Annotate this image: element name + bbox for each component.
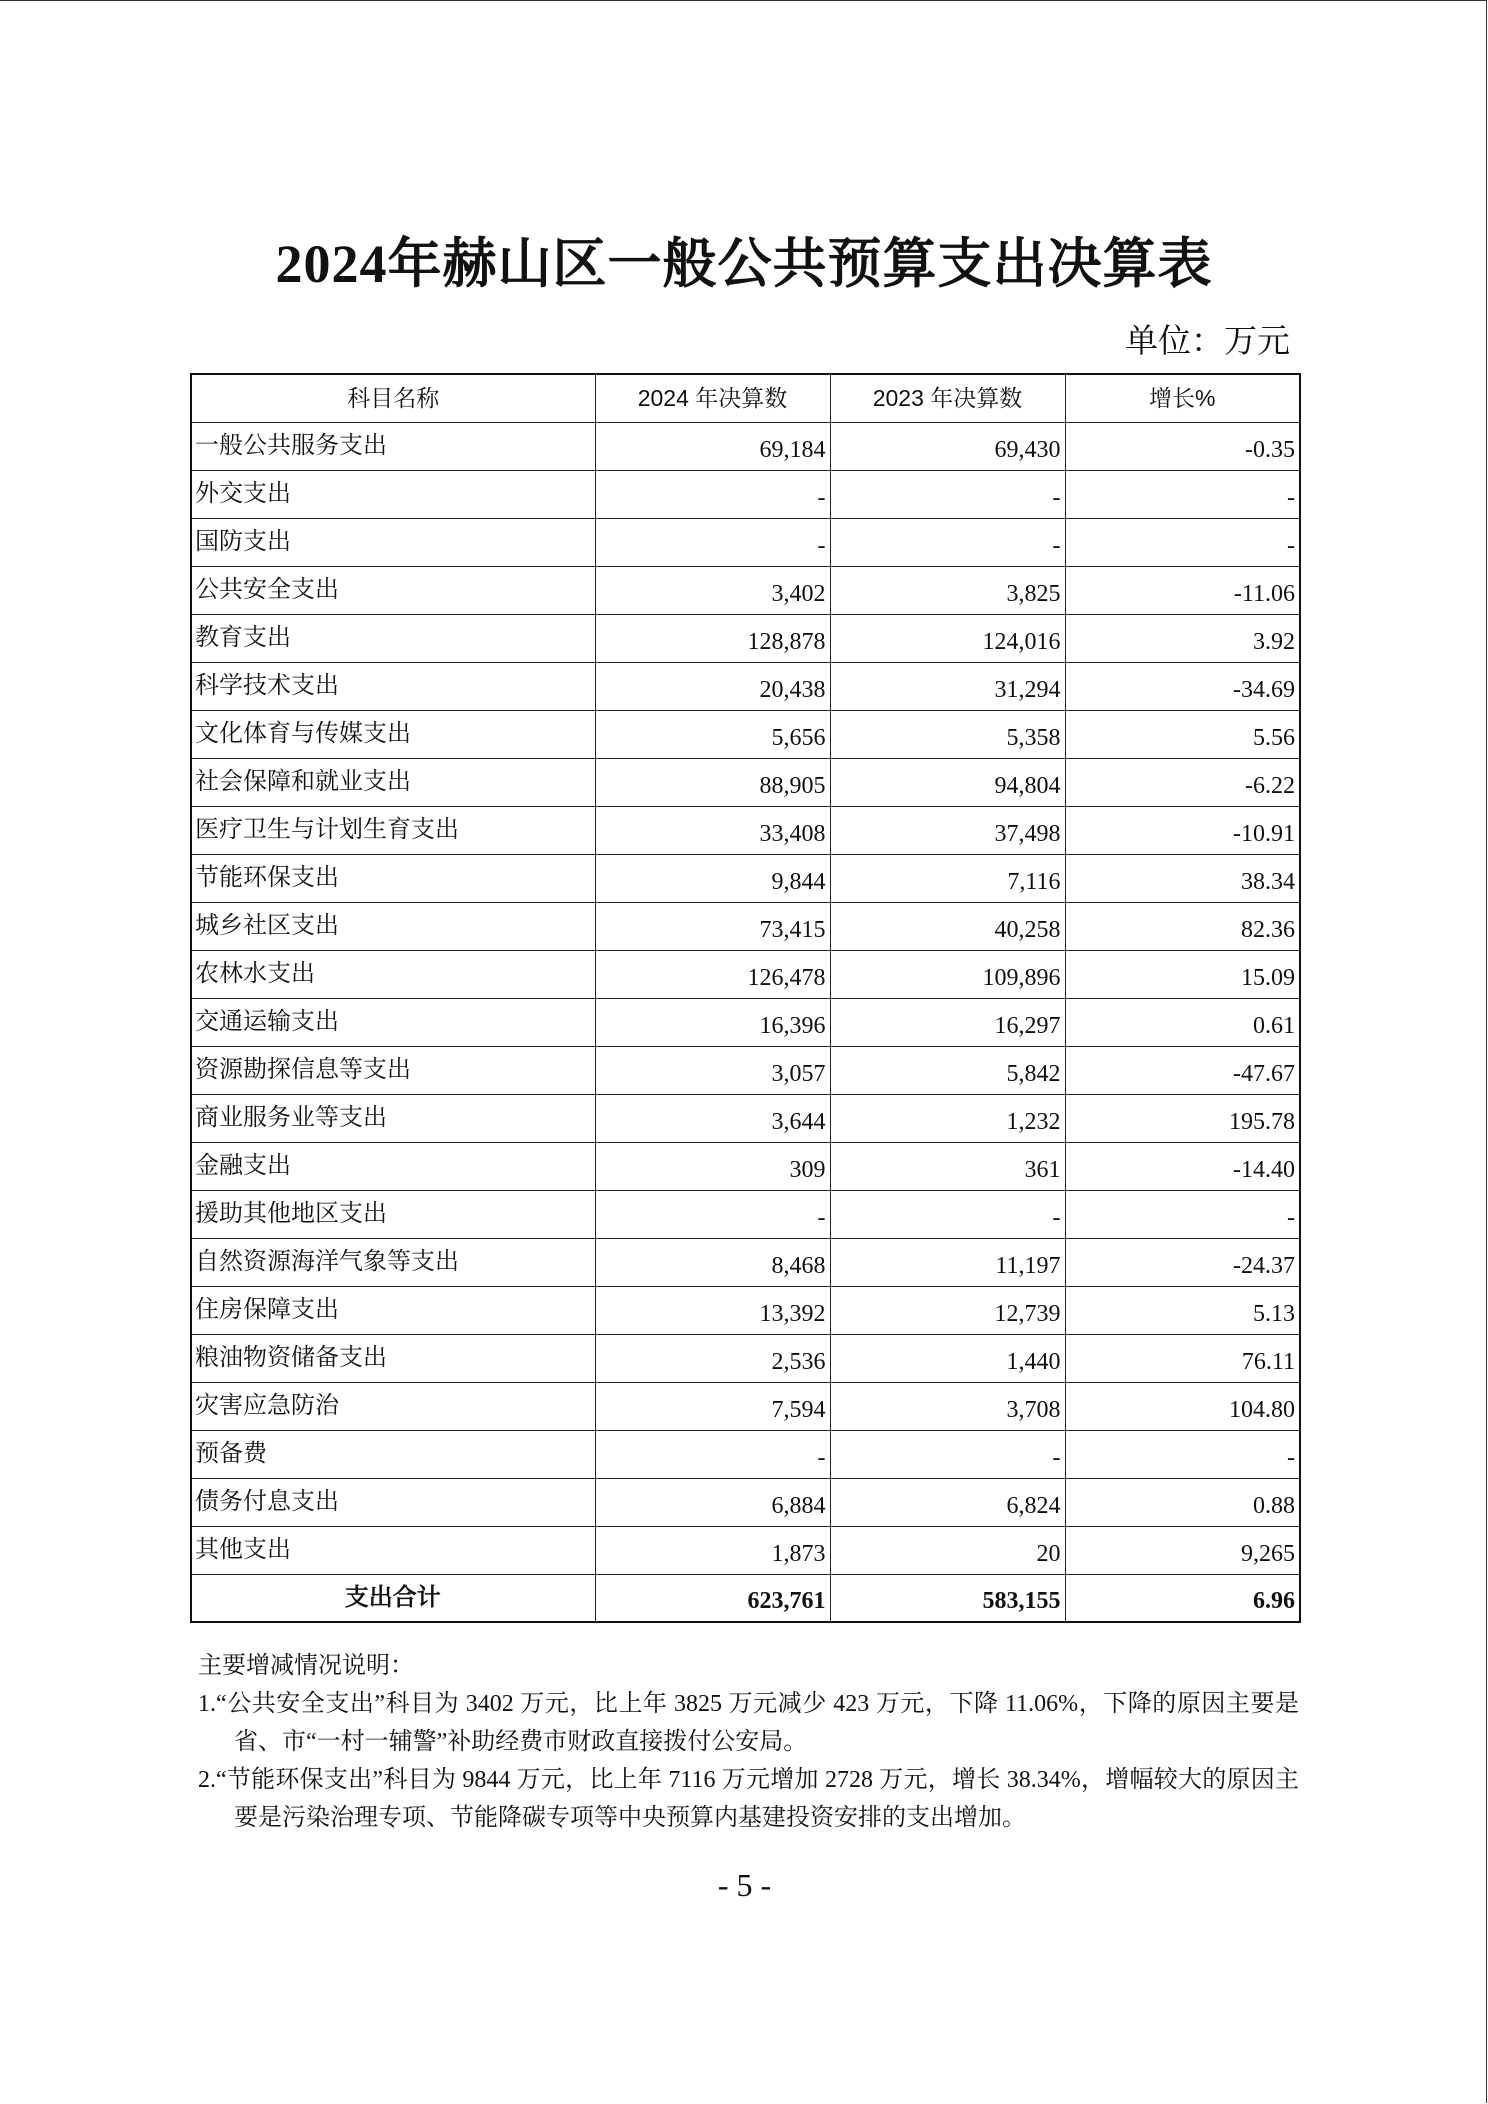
content-flow — [190, 373, 1299, 1905]
value-2023-cell: 94,804 — [830, 758, 1065, 806]
growth-cell: -14.40 — [1065, 1142, 1300, 1190]
table-row — [191, 1334, 1300, 1382]
table-row — [191, 662, 1300, 710]
table-row — [191, 1430, 1300, 1478]
value-2023-cell: 40,258 — [830, 902, 1065, 950]
growth-cell: - — [1065, 1190, 1300, 1238]
value-2024-cell: - — [595, 470, 830, 518]
subject-cell: 城乡社区支出 — [191, 902, 595, 950]
value-2023-cell: 124,016 — [830, 614, 1065, 662]
growth-cell: -0.35 — [1065, 422, 1300, 470]
growth-cell: 5.13 — [1065, 1286, 1300, 1334]
subject-cell: 商业服务业等支出 — [191, 1094, 595, 1142]
growth-cell: 9,265 — [1065, 1526, 1300, 1574]
value-2024-cell: 2,536 — [595, 1334, 830, 1382]
table-row — [191, 998, 1300, 1046]
page-title: 2024年赫山区一般公共预算支出决算表 — [275, 234, 1213, 294]
growth-cell: -11.06 — [1065, 566, 1300, 614]
growth-cell: - — [1065, 1430, 1300, 1478]
value-2023-cell: 12,739 — [830, 1286, 1065, 1334]
table-row — [191, 422, 1300, 470]
subject-cell: 灾害应急防治 — [191, 1382, 595, 1430]
table-row — [191, 1190, 1300, 1238]
value-2024-cell: 16,396 — [595, 998, 830, 1046]
table-header-row — [191, 374, 1300, 422]
subject-cell: 自然资源海洋气象等支出 — [191, 1238, 595, 1286]
value-2023-cell: 7,116 — [830, 854, 1065, 902]
value-2024-cell: 20,438 — [595, 662, 830, 710]
growth-cell: -24.37 — [1065, 1238, 1300, 1286]
value-2023-cell: 109,896 — [830, 950, 1065, 998]
notes-heading: 主要增减情况说明： — [198, 1653, 414, 1679]
table-row — [191, 950, 1300, 998]
total-row — [191, 1574, 1300, 1622]
growth-cell: - — [1065, 470, 1300, 518]
value-2024-cell: - — [595, 1430, 830, 1478]
growth-cell: 0.88 — [1065, 1478, 1300, 1526]
value-2024-cell: - — [595, 1190, 830, 1238]
value-2023-cell: 31,294 — [830, 662, 1065, 710]
subject-cell: 公共安全支出 — [191, 566, 595, 614]
subject-cell: 住房保障支出 — [191, 1286, 595, 1334]
growth-cell: 6.96 — [1065, 1574, 1300, 1622]
subject-cell: 外交支出 — [191, 470, 595, 518]
subject-cell: 教育支出 — [191, 614, 595, 662]
growth-cell: 15.09 — [1065, 950, 1300, 998]
subject-cell: 国防支出 — [191, 518, 595, 566]
value-2023-cell: - — [830, 1190, 1065, 1238]
value-2023-cell: 1,232 — [830, 1094, 1065, 1142]
table-row — [191, 902, 1300, 950]
subject-cell: 粮油物资储备支出 — [191, 1334, 595, 1382]
subject-cell: 节能环保支出 — [191, 854, 595, 902]
subject-cell: 债务付息支出 — [191, 1478, 595, 1526]
growth-cell: 0.61 — [1065, 998, 1300, 1046]
value-2023-cell: 16,297 — [830, 998, 1065, 1046]
growth-cell: 38.34 — [1065, 854, 1300, 902]
table-row — [191, 1286, 1300, 1334]
subject-cell: 援助其他地区支出 — [191, 1190, 595, 1238]
subject-cell: 社会保障和就业支出 — [191, 758, 595, 806]
subject-cell: 资源勘探信息等支出 — [191, 1046, 595, 1094]
note-item: 1.“公共安全支出”科目为 3402 万元，比上年 3825 万元减少 423 万元，下降 11.06%，下降的原因主要是省、市“一村一辅警”补助经费市财政直接拨付公安局。 — [198, 1691, 1299, 1755]
growth-cell: -6.22 — [1065, 758, 1300, 806]
growth-cell: 82.36 — [1065, 902, 1300, 950]
value-2024-cell: 3,402 — [595, 566, 830, 614]
value-2024-cell: 5,656 — [595, 710, 830, 758]
header-subject: 科目名称 — [191, 374, 595, 422]
value-2023-cell: 11,197 — [830, 1238, 1065, 1286]
table-row — [191, 470, 1300, 518]
subject-cell: 金融支出 — [191, 1142, 595, 1190]
value-2024-cell: 126,478 — [595, 950, 830, 998]
growth-cell: 5.56 — [1065, 710, 1300, 758]
table-row — [191, 614, 1300, 662]
table-row — [191, 1526, 1300, 1574]
table-row — [191, 1382, 1300, 1430]
table-row — [191, 1046, 1300, 1094]
value-2023-cell: 6,824 — [830, 1478, 1065, 1526]
growth-cell: -47.67 — [1065, 1046, 1300, 1094]
value-2024-cell: 7,594 — [595, 1382, 830, 1430]
subject-cell: 其他支出 — [191, 1526, 595, 1574]
value-2023-cell: 37,498 — [830, 806, 1065, 854]
value-2024-cell: 6,884 — [595, 1478, 830, 1526]
table-row — [191, 758, 1300, 806]
table-row — [191, 1238, 1300, 1286]
value-2023-cell: 69,430 — [830, 422, 1065, 470]
growth-cell: 104.80 — [1065, 1382, 1300, 1430]
growth-cell: 3.92 — [1065, 614, 1300, 662]
value-2024-cell: 1,873 — [595, 1526, 830, 1574]
value-2024-cell: 8,468 — [595, 1238, 830, 1286]
header-2024: 2024 年决算数 — [595, 374, 830, 422]
table-row — [191, 566, 1300, 614]
header-2023: 2023 年决算数 — [830, 374, 1065, 422]
table-row — [191, 518, 1300, 566]
unit-label: 单位：万元 — [1125, 324, 1290, 360]
subject-cell: 科学技术支出 — [191, 662, 595, 710]
table-row — [191, 806, 1300, 854]
subject-cell: 支出合计 — [191, 1574, 595, 1622]
value-2024-cell: 9,844 — [595, 854, 830, 902]
value-2023-cell: - — [830, 470, 1065, 518]
value-2023-cell: 3,708 — [830, 1382, 1065, 1430]
value-2023-cell: 20 — [830, 1526, 1065, 1574]
value-2023-cell: - — [830, 518, 1065, 566]
growth-cell: 76.11 — [1065, 1334, 1300, 1382]
value-2023-cell: 583,155 — [830, 1574, 1065, 1622]
growth-cell: -34.69 — [1065, 662, 1300, 710]
value-2024-cell: 309 — [595, 1142, 830, 1190]
value-2024-cell: 3,057 — [595, 1046, 830, 1094]
table-row — [191, 1094, 1300, 1142]
value-2024-cell: 88,905 — [595, 758, 830, 806]
table-row — [191, 1142, 1300, 1190]
value-2023-cell: - — [830, 1430, 1065, 1478]
value-2024-cell: 623,761 — [595, 1574, 830, 1622]
value-2024-cell: 13,392 — [595, 1286, 830, 1334]
notes-section — [190, 1647, 1299, 1837]
expenditure-table — [190, 373, 1301, 1623]
value-2023-cell: 5,358 — [830, 710, 1065, 758]
subject-cell: 医疗卫生与计划生育支出 — [191, 806, 595, 854]
growth-cell: 195.78 — [1065, 1094, 1300, 1142]
growth-cell: -10.91 — [1065, 806, 1300, 854]
header-growth: 增长% — [1065, 374, 1300, 422]
subject-cell: 文化体育与传媒支出 — [191, 710, 595, 758]
value-2024-cell: 33,408 — [595, 806, 830, 854]
value-2023-cell: 361 — [830, 1142, 1065, 1190]
subject-cell: 交通运输支出 — [191, 998, 595, 1046]
value-2024-cell: 73,415 — [595, 902, 830, 950]
value-2023-cell: 5,842 — [830, 1046, 1065, 1094]
value-2024-cell: 128,878 — [595, 614, 830, 662]
table-row — [191, 854, 1300, 902]
value-2023-cell: 3,825 — [830, 566, 1065, 614]
value-2024-cell: 69,184 — [595, 422, 830, 470]
table-row — [191, 1478, 1300, 1526]
note-item: 2.“节能环保支出”科目为 9844 万元，比上年 7116 万元增加 2728 万元，增长 38.34%，增幅较大的原因主要是污染治理专项、节能降碳专项等中央预算内基建投资安排的支出增加。 — [198, 1767, 1299, 1831]
page-number: - 5 - — [717, 1867, 772, 1903]
subject-cell: 预备费 — [191, 1430, 595, 1478]
table-row — [191, 710, 1300, 758]
subject-cell: 一般公共服务支出 — [191, 422, 595, 470]
subject-cell: 农林水支出 — [191, 950, 595, 998]
growth-cell: - — [1065, 518, 1300, 566]
value-2024-cell: - — [595, 518, 830, 566]
value-2024-cell: 3,644 — [595, 1094, 830, 1142]
value-2023-cell: 1,440 — [830, 1334, 1065, 1382]
